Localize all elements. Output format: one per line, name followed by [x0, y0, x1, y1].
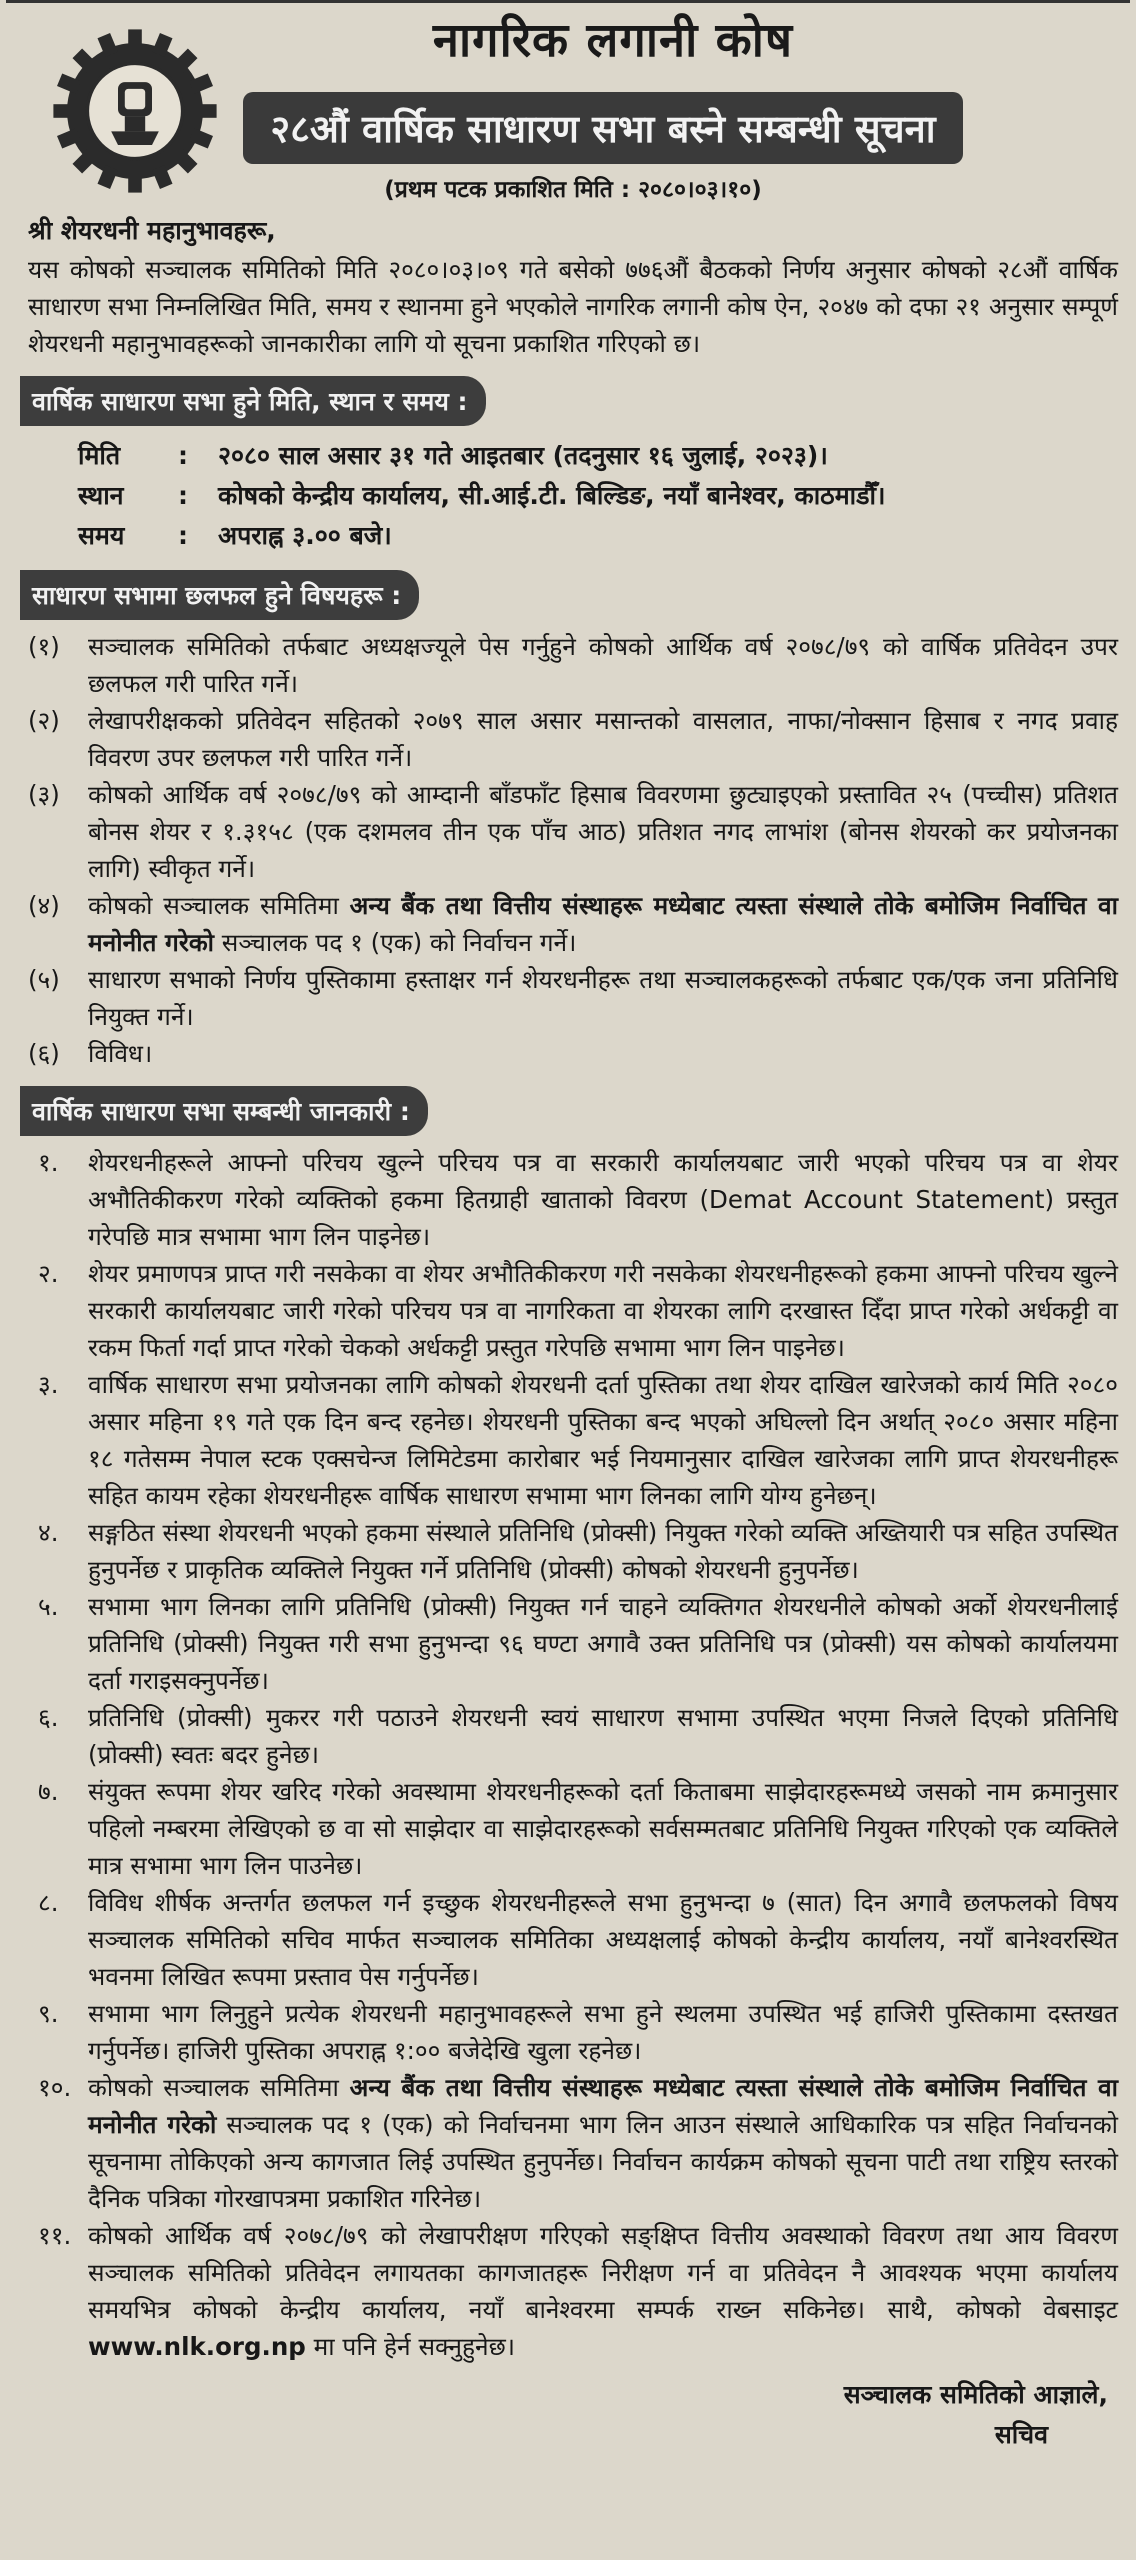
info-item — [28, 1773, 1118, 1884]
item-text — [88, 1144, 1118, 1255]
info-item — [28, 1144, 1118, 1255]
agenda-item — [28, 702, 1118, 776]
meeting-venue-label: स्थान — [78, 481, 124, 510]
publication-date: (प्रथम पटक प्रकाशित मिति : २०८०।०३।१०) — [384, 177, 762, 203]
item-text-part: कोषको सञ्चालक समितिमा — [88, 891, 350, 920]
agenda-list — [28, 628, 1118, 1072]
item-number: १. — [38, 1148, 59, 1177]
item-number: ४. — [38, 1518, 59, 1547]
item-text-part: विविध शीर्षक अन्तर्गत छलफल गर्न इच्छुक शेयरधनीहरूले सभा हुनुभन्दा ७ (सात) दिन अगावै छलफलको विषय सञ्चालक समितिको सचिव मार्फत सञ्चालक समितिका अध्यक्षलाई कोषको केन्द्रीय कार्यालय, नयाँ बानेश्वरस्थित भवनमा लिखित रूपमा प्रस्ताव पेस गर्नुपर्नेछ। — [88, 1888, 1118, 1991]
item-text-part: सभामा भाग लिनका लागि प्रतिनिधि (प्रोक्सी) नियुक्त गर्न चाहने व्यक्तिगत शेयरधनीले कोषको अर्को शेयरधनीलाई प्रतिनिधि (प्रोक्सी) नियुक्त गरी सभा हुनुभन्दा ९६ घण्टा अगावै उक्त प्रतिनिधि पत्र (प्रोक्सी) यस कोषको कार्यालयमा दर्ता गराइसक्नुपर्नेछ। — [88, 1592, 1118, 1695]
item-text — [88, 1366, 1118, 1514]
colon: : — [178, 481, 188, 510]
signature-block — [28, 2375, 1118, 2455]
meeting-date-value: २०८० साल असार ३१ गते आइतबार (तदनुसार १६ जुलाई, २०२३)। — [218, 441, 828, 470]
info-item — [28, 1884, 1118, 1995]
item-text-part: सङ्गठित संस्था शेयरधनी भएको हकमा संस्थाले प्रतिनिधि (प्रोक्सी) नियुक्त गरेको व्यक्ति अख्तियारी पत्र सहित उपस्थित हुनुपर्नेछ र प्राकृतिक व्यक्तिले नियुक्त गर्ने प्रतिनिधि (प्रोक्सी) कोषको शेयरधनी हुनुपर्नेछ। — [88, 1518, 1118, 1584]
item-text-part: कोषको सञ्चालक समितिमा — [88, 2073, 350, 2102]
item-text-part: लेखापरीक्षकको प्रतिवेदन सहितको २०७९ साल असार मसान्तको वासलात, नाफा/नोक्सान हिसाब र नगद प्रवाह विवरण उपर छलफल गरी पारित गर्ने। — [88, 706, 1118, 772]
meeting-details-heading: वार्षिक साधारण सभा हुने मिति, स्थान र समय : — [20, 376, 486, 426]
meeting-details — [28, 436, 1118, 556]
item-text-emphasis: अन्य बैंक तथा वित्तीय संस्थाहरू मध्येबाट त्यस्ता संस्थाले तोके बमोजिम निर्वाचित वा मनोनीत गरेको — [88, 891, 1118, 957]
info-item — [28, 1699, 1118, 1773]
item-text — [88, 628, 1118, 702]
meeting-date-row — [28, 436, 1118, 476]
notice-title-banner: २८औं वार्षिक साधारण सभा बस्ने सम्बन्धी सूचना — [243, 92, 963, 164]
meeting-date-label: मिति — [78, 441, 121, 470]
colon: : — [178, 521, 188, 550]
item-text — [88, 2069, 1118, 2217]
item-text — [88, 1588, 1118, 1699]
colon: : — [178, 441, 188, 470]
item-text-part: प्रतिनिधि (प्रोक्सी) मुकरर गरी पठाउने शेयरधनी स्वयं साधारण सभामा उपस्थित भएमा निजले दिएको प्रतिनिधि (प्रोक्सी) स्वतः बदर हुनेछ। — [88, 1703, 1118, 1769]
item-text — [88, 1255, 1118, 1366]
item-number: (३) — [28, 780, 60, 809]
info-item — [28, 1514, 1118, 1588]
item-text — [88, 1699, 1118, 1773]
organization-seal-logo — [50, 26, 220, 196]
agenda-item — [28, 776, 1118, 887]
item-number: (२) — [28, 706, 60, 735]
item-text-part: साधारण सभाको निर्णय पुस्तिकामा हस्ताक्षर गर्न शेयरधनीहरू तथा सञ्चालकहरूको तर्फबाट एक/एक जना प्रतिनिधि नियुक्त गर्ने। — [88, 965, 1118, 1031]
meeting-time-value: अपराह्न ३.०० बजे। — [218, 521, 392, 550]
item-text-emphasis: www.nlk.org.np — [88, 2332, 306, 2361]
salutation: श्री शेयरधनी महानुभावहरू, — [28, 216, 276, 245]
item-text — [88, 1884, 1118, 1995]
agenda-item — [28, 887, 1118, 961]
item-number: ५. — [38, 1592, 59, 1621]
item-number: (५) — [28, 965, 60, 994]
item-number: ९. — [38, 1999, 59, 2028]
item-text-part: संयुक्त रूपमा शेयर खरिद गरेको अवस्थामा शेयरधनीहरूको दर्ता किताबमा साझेदारहरूमध्ये जसको नाम क्रमानुसार पहिलो नम्बरमा लेखिएको छ वा सो साझेदार वा साझेदारहरूको सर्वसम्मतबाट प्रतिनिधि नियुक्त गरिएको एक व्यक्तिले मात्र सभामा भाग लिन पाउनेछ। — [88, 1777, 1118, 1880]
item-text — [88, 776, 1118, 887]
item-number: १०. — [38, 2073, 72, 2102]
meeting-info-list — [28, 1144, 1118, 2365]
info-item — [28, 1366, 1118, 1514]
agenda-item — [28, 628, 1118, 702]
item-text-part: मा पनि हेर्न सक्नुहुनेछ। — [305, 2332, 516, 2361]
meeting-info-heading: वार्षिक साधारण सभा सम्बन्धी जानकारी : — [20, 1086, 428, 1136]
meeting-time-row — [28, 516, 1118, 556]
agenda-heading: साधारण सभामा छलफल हुने विषयहरू : — [20, 570, 419, 620]
intro-paragraph: यस कोषको सञ्चालक समितिको मिति २०८०।०३।०९ गते बसेको ७७६औं बैठकको निर्णय अनुसार कोषको २८औं वार्षिक साधारण सभा निम्नलिखित मिति, समय र स्थानमा हुने भएकोले नागरिक लगानी कोष ऐन, २०४७ को दफा २१ अनुसार सम्पूर्ण शेयरधनी महानुभावहरूको जानकारीका लागि यो सूचना प्रकाशित गरिएको छ। — [28, 255, 1118, 358]
item-text — [88, 1514, 1118, 1588]
info-item — [28, 2069, 1118, 2217]
item-text — [88, 702, 1118, 776]
item-text-part: विविध। — [88, 1039, 153, 1068]
item-text — [88, 961, 1118, 1035]
item-number: ८. — [38, 1888, 59, 1917]
info-item — [28, 1995, 1118, 2069]
meeting-venue-row — [28, 476, 1118, 516]
item-text-part: कोषको आर्थिक वर्ष २०७८/७९ को आम्दानी बाँडफाँट हिसाब विवरणमा छुट्याइएको प्रस्तावित २५ (पच्चीस) प्रतिशत बोनस शेयर र १.३१५८ (एक दशमलव तीन एक पाँच आठ) प्रतिशत नगद लाभांश (बोनस शेयरको कर प्रयोजनका लागि) स्वीकृत गर्ने। — [88, 780, 1118, 883]
item-text — [88, 887, 1118, 961]
info-item — [28, 1588, 1118, 1699]
item-number: ११. — [38, 2221, 72, 2250]
item-text-part: शेयर प्रमाणपत्र प्राप्त गरी नसकेका वा शेयर अभौतिकीकरण गरी नसकेका शेयरधनीहरूको हकमा आफ्नो परिचय खुल्ने सरकारी कार्यालयबाट जारी गरेको परिचय पत्र वा नागरिकता वा शेयरका लागि दरखास्त दिँदा प्राप्त गरेको अर्धकट्टी वा रकम फिर्ता गर्दा प्राप्त गरेको चेकको अर्धकट्टी प्रस्तुत गरेपछि सभामा भाग लिन पाइनेछ। — [88, 1259, 1118, 1362]
item-text — [88, 1773, 1118, 1884]
item-text-part: सभामा भाग लिनुहुने प्रत्येक शेयरधनी महानुभावहरूले सभा हुने स्थलमा उपस्थित भई हाजिरी पुस्तिकामा दस्तखत गर्नुपर्नेछ। हाजिरी पुस्तिका अपराह्न १:०० बजेदेखि खुला रहनेछ। — [88, 1999, 1118, 2065]
meeting-venue-value: कोषको केन्द्रीय कार्यालय, सी.आई.टी. बिल्डिङ, नयाँ बानेश्वर, काठमाडौँ। — [218, 481, 886, 510]
item-text — [88, 1995, 1118, 2069]
item-text-part: सञ्चालक पद १ (एक) को निर्वाचनमा भाग लिन आउन संस्थाले आधिकारिक पत्र सहित निर्वाचनको सूचनामा तोकिएको अन्य कागजात लिई उपस्थित हुनुपर्नेछ। निर्वाचन कार्यक्रम कोषको सूचना पाटी तथा राष्ट्रिय स्तरको दैनिक पत्रिका गोरखापत्रमा प्रकाशित गरिनेछ। — [88, 2110, 1118, 2213]
info-item — [28, 2217, 1118, 2365]
item-text-emphasis: अन्य बैंक तथा वित्तीय संस्थाहरू मध्येबाट त्यस्ता संस्थाले तोके बमोजिम निर्वाचित वा मनोनीत गरेको — [88, 2073, 1118, 2139]
info-item — [28, 1255, 1118, 1366]
meeting-time-label: समय — [78, 521, 125, 550]
agenda-item — [28, 1035, 1118, 1072]
item-number: ७. — [38, 1777, 59, 1806]
item-number: (१) — [28, 632, 60, 661]
notice-header — [28, 0, 1118, 205]
item-number: ३. — [38, 1370, 59, 1399]
agenda-item — [28, 961, 1118, 1035]
item-text — [88, 1035, 1118, 1072]
signature-title: सचिव — [994, 2420, 1048, 2449]
item-text-part: सञ्चालक समितिको तर्फबाट अध्यक्षज्यूले पेस गर्नुहुने कोषको आर्थिक वर्ष २०७८/७९ को वार्षिक प्रतिवेदन उपर छलफल गरी पारित गर्ने। — [88, 632, 1118, 698]
item-number: २. — [38, 1259, 59, 1288]
item-text-part: सञ्चालक पद १ (एक) को निर्वाचन गर्ने। — [214, 928, 577, 957]
item-number: ६. — [38, 1703, 59, 1732]
item-text-part: वार्षिक साधारण सभा प्रयोजनका लागि कोषको शेयरधनी दर्ता पुस्तिका तथा शेयर दाखिल खारेजको कार्य मिति २०८० असार महिना १९ गते एक दिन बन्द रहनेछ। शेयरधनी पुस्तिका बन्द भएको अघिल्लो दिन अर्थात् २०८० असार महिना १८ गतेसम्म नेपाल स्टक एक्सचेन्ज लिमिटेडमा कारोबार भई नियमानुसार दाखिल खारेजका लागि प्राप्त शेयरधनीहरू सहित कायम रहेका शेयरधनीहरू वार्षिक साधारण सभामा भाग लिनका लागि योग्य हुनेछन्। — [88, 1370, 1118, 1510]
item-text-part: कोषको आर्थिक वर्ष २०७८/७९ को लेखापरीक्षण गरिएको सङ्क्षिप्त वित्तीय अवस्थाको विवरण तथा आय विवरण सञ्चालक समितिको प्रतिवेदन लगायतका कागजातहरू निरीक्षण गर्न वा प्रतिवेदन नै आवश्यक भएमा कार्यालय समयभित्र कोषको केन्द्रीय कार्यालय, नयाँ बानेश्वरमा सम्पर्क राख्न सकिनेछ। साथै, कोषको वेबसाइट — [88, 2221, 1118, 2324]
signature-authority: सञ्चालक समितिको आज्ञाले, — [843, 2380, 1108, 2409]
item-text-part: शेयरधनीहरूले आफ्नो परिचय खुल्ने परिचय पत्र वा सरकारी कार्यालयबाट जारी भएको परिचय पत्र वा शेयर अभौतिकीकरण गरेको व्यक्तिको हकमा हितग्राही खाताको विवरण (Demat Account Statement) प्रस्तुत गरेपछि मात्र सभामा भाग लिन पाइनेछ। — [88, 1148, 1118, 1251]
item-number: (४) — [28, 891, 60, 920]
organization-name: नागरिक लगानी कोष — [432, 13, 794, 68]
item-number: (६) — [28, 1039, 60, 1068]
item-text — [88, 2217, 1118, 2365]
